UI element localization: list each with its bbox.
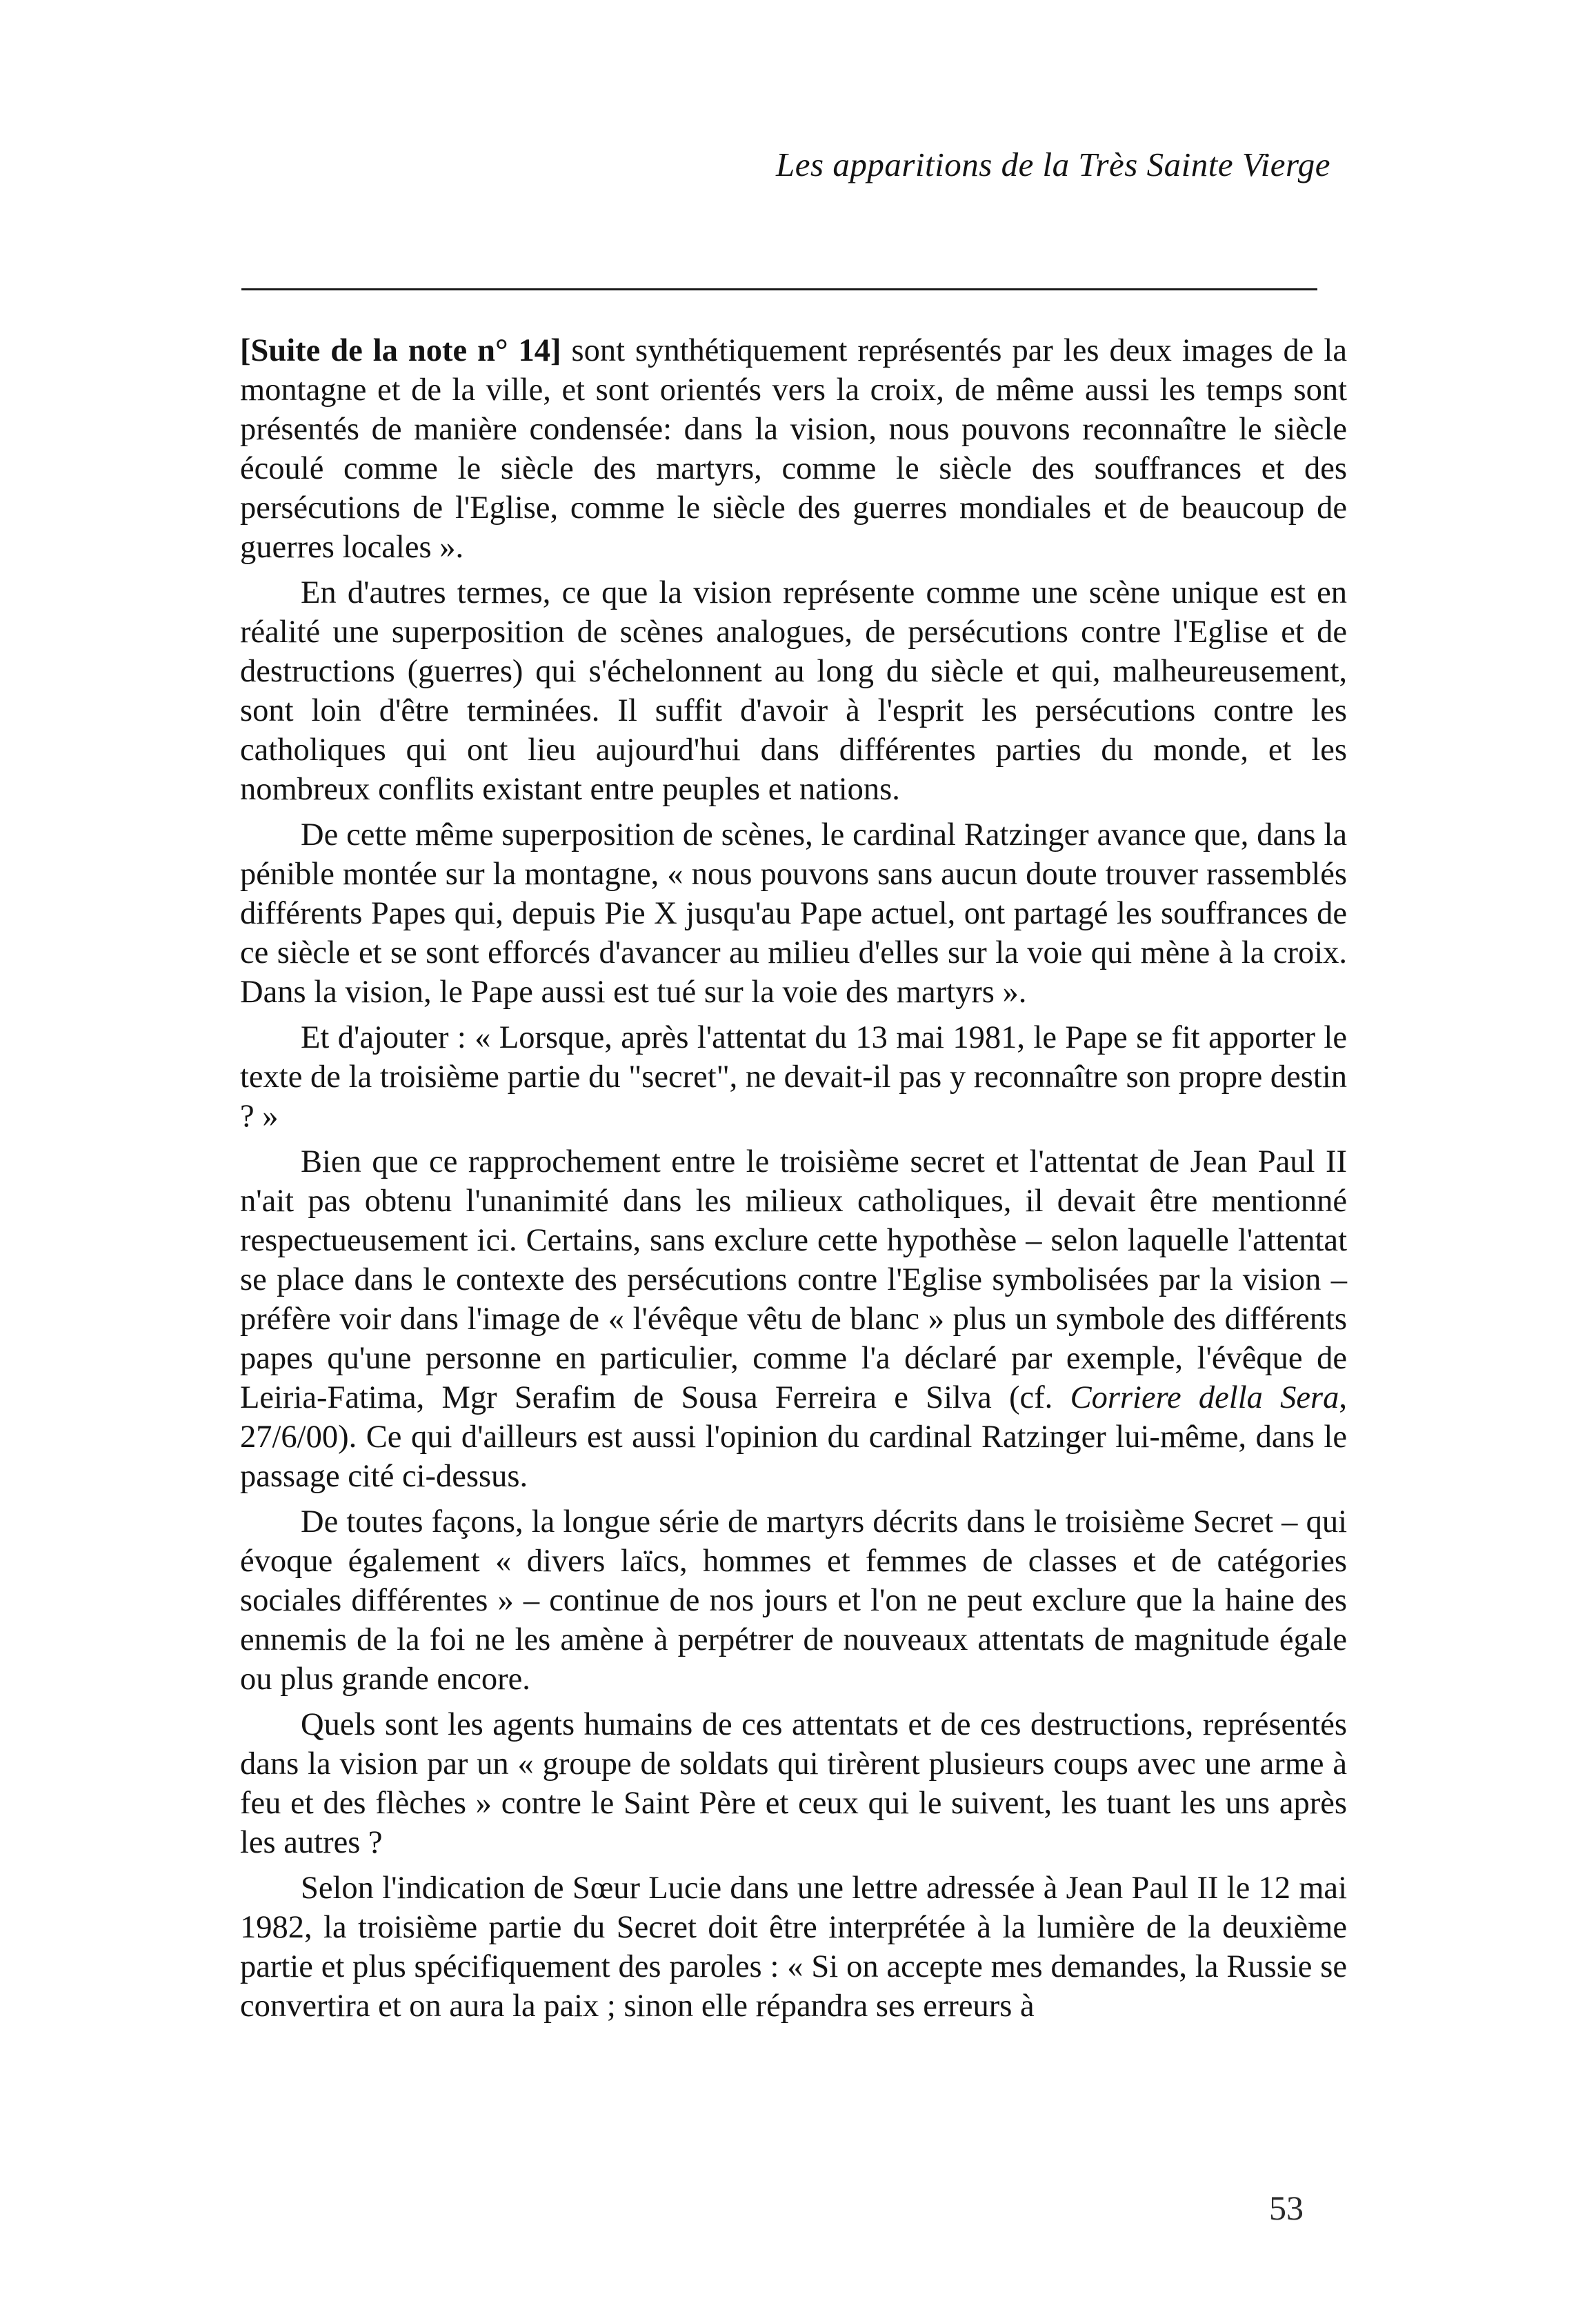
paragraph-note-continuation	[240, 331, 1347, 567]
paragraph: Selon l'indication de Sœur Lucie dans une lettre adressée à Jean Paul II le 12 mai 1982, la troisième partie du Secret doit être interprétée à la lumière de la deuxième partie et plus spécifiquement des paroles : « Si on accepte mes demandes, la Russie se convertira et on aura la paix ; sinon elle répandra ses erreurs à	[240, 1871, 1347, 2024]
newspaper-title: Corriere della Sera	[1070, 1380, 1339, 1415]
paragraph	[240, 1142, 1347, 1496]
paragraph-text: , 27/6/00). Ce qui d'ailleurs est aussi l'opinion du cardinal Ratzinger lui-même, dans le passage cité ci-dessus.	[240, 1380, 1347, 1494]
header-rule	[241, 288, 1317, 290]
paragraph: En d'autres termes, ce que la vision représente comme une scène unique est en réalité une superposition de scènes analogues, de persécutions contre l'Eglise et de destructions (guerres) qui s'échelonnent au long du siècle et qui, malheureusement, sont loin d'être terminées. Il suffit d'avoir à l'esprit les persécutions contre les catholiques qui ont lieu aujourd'hui dans différentes parties du monde, et les nombreux conflits existant entre peuples et nations.	[240, 575, 1347, 807]
paragraph-text: Bien que ce rapprochement entre le troisième secret et l'attentat de Jean Paul II n'ait pas obtenu l'unanimité dans les milieux catholiques, il devait être mentionné respectueusement ici. Certains, sans exclure cette hypothèse – selon laquelle l'attentat se place dans le contexte des persécutions contre l'Eglise symbolisées par la vision – préfère voir dans l'image de « l'évêque vêtu de blanc » plus un symbole des différents papes qu'une personne en particulier, comme l'a déclaré par exemple, l'évêque de Leiria-Fatima, Mgr Serafim de Sousa Ferreira e Silva (cf.	[240, 1144, 1347, 1415]
paragraph: Et d'ajouter : « Lorsque, après l'attentat du 13 mai 1981, le Pape se fit apporter le texte de la troisième partie du "secret", ne devait-il pas y reconnaître son propre destin ? »	[240, 1020, 1347, 1134]
page-number: 53	[1269, 2189, 1304, 2227]
paragraph-text: sont synthétiquement représentés par les deux images de la montagne et de la ville, et sont orientés vers la croix, de même aussi les temps sont présentés de manière condensée: dans la vision, nous pouvons reconnaître le siècle écoulé comme le siècle des martyrs, comme le siècle des souffrances et des persécutions de l'Eglise, comme le siècle des guerres mondiales et de beaucoup de guerres locales ».	[240, 333, 1347, 565]
paragraph: De toutes façons, la longue série de martyrs décrits dans le troisième Secret – qui évoque également « divers laïcs, hommes et femmes de classes et de catégories sociales différentes » – continue de nos jours et l'on ne peut exclure que la haine des ennemis de la foi ne les amène à perpétrer de nouveaux attentats de magnitude égale ou plus grande encore.	[240, 1504, 1347, 1697]
body-text	[240, 331, 1347, 2032]
note-continuation-label: [Suite de la note n° 14]	[240, 333, 561, 368]
paragraph: De cette même superposition de scènes, le cardinal Ratzinger avance que, dans la pénible montée sur la montagne, « nous pouvons sans aucun doute trouver rassemblés différents Papes qui, depuis Pie X jusqu'au Pape actuel, ont partagé les souffrances de ce siècle et se sont efforcés d'avancer au milieu d'elles sur la voie qui mène à la croix. Dans la vision, le Pape aussi est tué sur la voie des martyrs ».	[240, 817, 1347, 1010]
running-head: Les apparitions de la Très Sainte Vierge	[776, 146, 1330, 183]
paragraph: Quels sont les agents humains de ces attentats et de ces destructions, représentés dans la vision par un « groupe de soldats qui tirèrent plusieurs coups avec une arme à feu et des flèches » contre le Saint Père et ceux qui le suivent, les tuant les uns après les autres ?	[240, 1707, 1347, 1860]
